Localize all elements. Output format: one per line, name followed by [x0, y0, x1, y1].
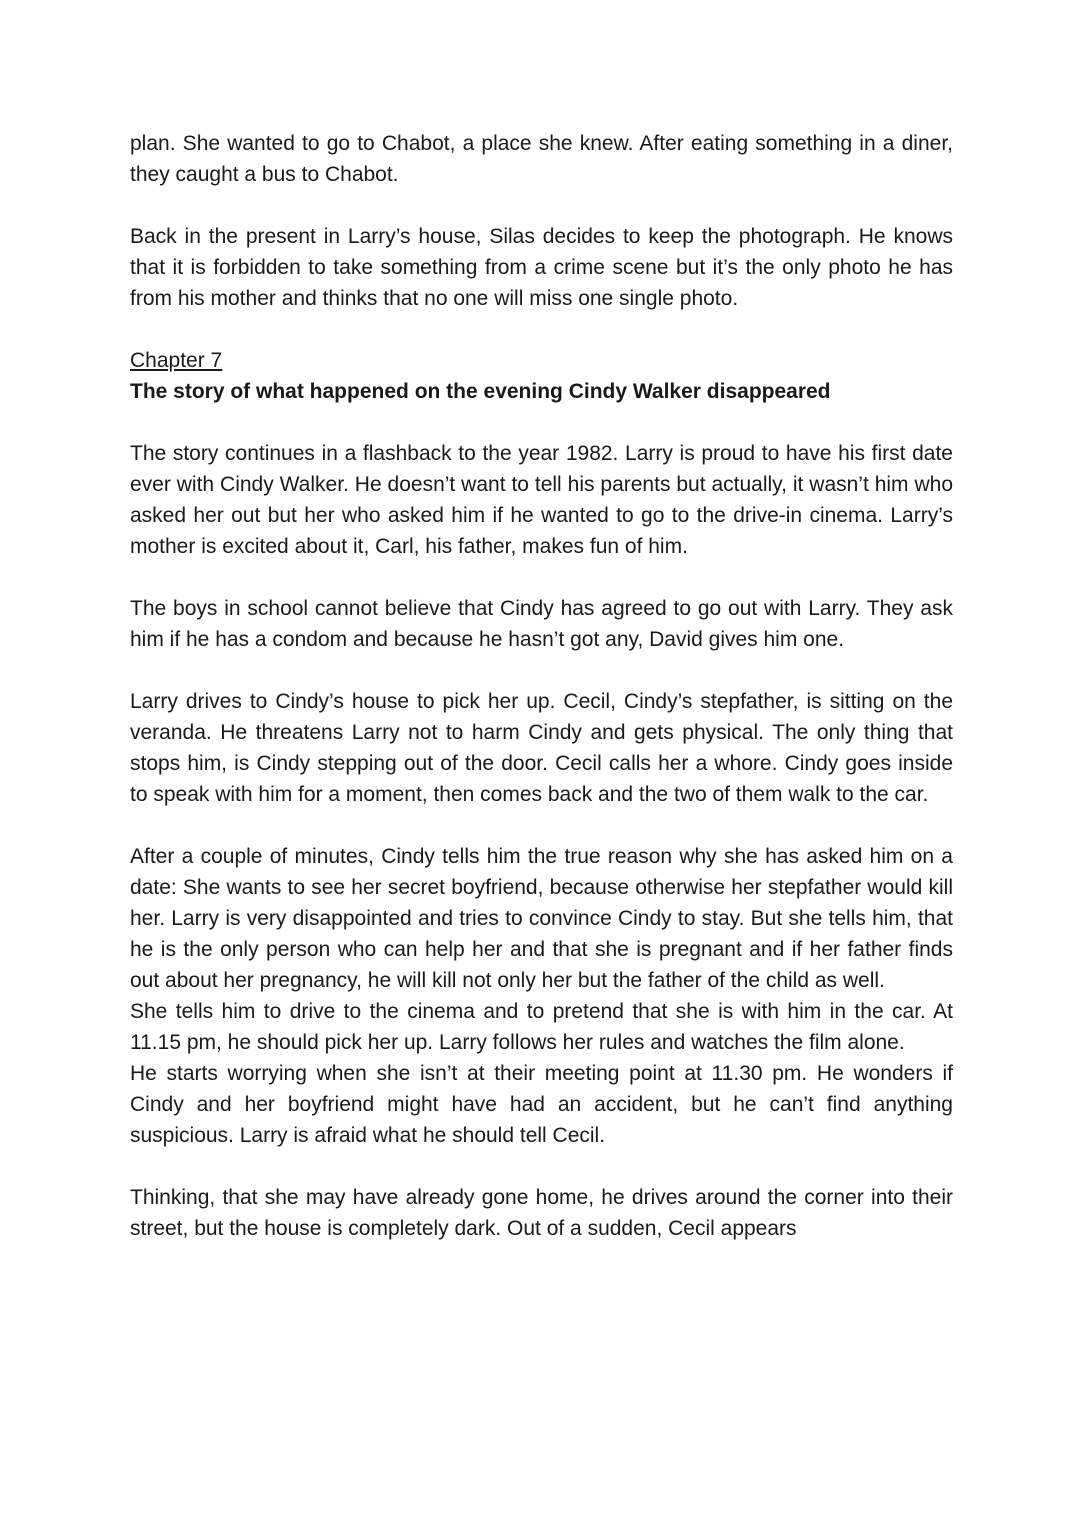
paragraph-worrying: He starts worrying when she isn’t at their meeting point at 11.30 pm. He wonders if Cindy and her boyfriend might have had an accident, but he can’t find anything suspicious. Larry is afraid what he should tell Cecil.: [130, 1062, 953, 1147]
paragraph-true-reason: After a couple of minutes, Cindy tells him the true reason why she has asked him on a date: She wants to see her secret boyfriend, because otherwise her stepfather would kill her. Larry is very disappointed and tries to convince Cindy to stay. But she tells him, that he is the only person who can help her and that she is pregnant and if her father finds out about her pregnancy, he will kill not only her but the father of the child as well.: [130, 845, 953, 992]
paragraph-cinema: She tells him to drive to the cinema and to pretend that she is with him in the car. At 11.15 pm, he should pick her up. Larry follows her rules and watches the film alone.: [130, 1000, 953, 1054]
chapter-label: Chapter 7: [130, 349, 223, 372]
paragraph-flashback: The story continues in a flashback to the year 1982. Larry is proud to have his first date ever with Cindy Walker. He doesn’t want to tell his parents but actually, it wasn’t him who asked her out but her who asked him if he wanted to go to the drive-in cinema. Larry’s mother is excited about it, Carl, his father, makes fun of him.: [130, 442, 953, 558]
paragraph-dark-house: Thinking, that she may have already gone home, he drives around the corner into their street, but the house is completely dark. Out of a sudden, Cecil appears: [130, 1186, 953, 1240]
chapter-title: The story of what happened on the evening Cindy Walker disappeared: [130, 380, 831, 403]
paragraph-chabot: plan. She wanted to go to Chabot, a place she knew. After eating something in a diner, they caught a bus to Chabot.: [130, 132, 953, 186]
paragraph-school: The boys in school cannot believe that Cindy has agreed to go out with Larry. They ask him if he has a condom and because he hasn’t got any, David gives him one.: [130, 597, 953, 651]
document-page: [130, 128, 953, 1244]
paragraph-photograph: Back in the present in Larry’s house, Silas decides to keep the photograph. He knows that it is forbidden to take something from a crime scene but it’s the only photo he has from his mother and thinks that no one will miss one single photo.: [130, 225, 953, 310]
paragraph-cecil: Larry drives to Cindy’s house to pick her up. Cecil, Cindy’s stepfather, is sitting on the veranda. He threatens Larry not to harm Cindy and gets physical. The only thing that stops him, is Cindy stepping out of the door. Cecil calls her a whore. Cindy goes inside to speak with him for a moment, then comes back and the two of them walk to the car.: [130, 690, 953, 806]
